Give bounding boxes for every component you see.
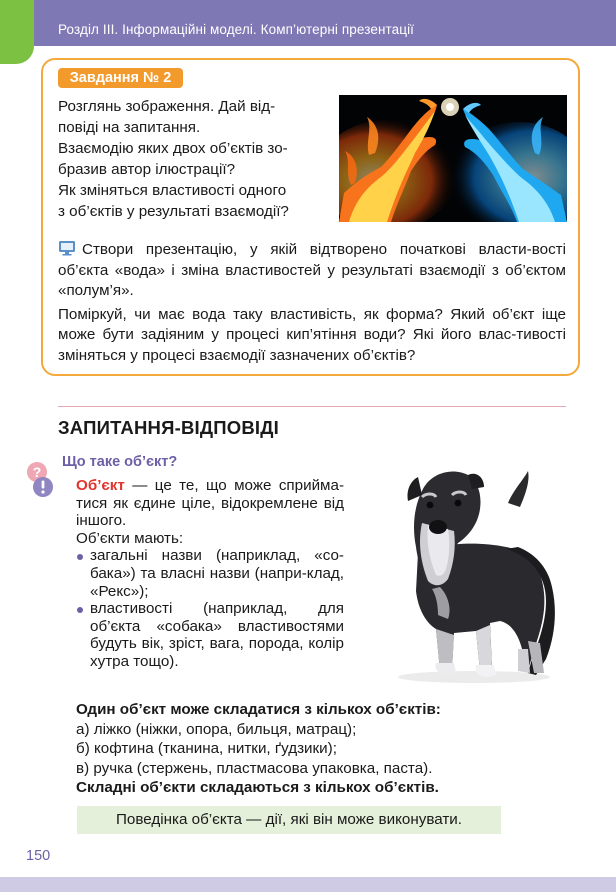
definition-text: — це те, що може сприйма-тися як єдине ціле, відокремлене від іншого. — [76, 477, 344, 530]
task-line: Взаємодію яких двох об’єктів зо- — [58, 140, 288, 157]
task-line: повіді на запитання. — [58, 119, 201, 136]
chapter-title: Розділ ІІІ. Інформаційні моделі. Комп’ютерні презентації — [58, 22, 415, 37]
section-divider — [58, 406, 566, 407]
behavior-note: Поведінка об’єкта — дії, які він може виконувати. — [77, 806, 501, 834]
objects-have-label: Об’єкти мають: — [76, 529, 184, 547]
object-definition — [76, 477, 344, 671]
computer-monitor-icon — [58, 240, 76, 256]
definition-paragraph — [76, 477, 344, 530]
list-item: загальні назви (наприклад, «со-бака») та власні назви (напри-клад, «Рекс»); — [76, 547, 344, 600]
list-item: в) ручка (стержень, пластмасова упаковка, паста). — [76, 759, 433, 777]
presentation-text: Створи презентацію, у якій відтворено початкові власти-вості об’єкта «вода» і зміна властивостей у результаті взаємодії з об’єктом «полум’я». — [58, 241, 566, 299]
presentation-task — [58, 240, 566, 366]
chapter-tab — [0, 0, 34, 64]
composite-heading: Один об’єкт може складатися з кількох об’єктів: — [76, 701, 441, 718]
footer-band — [0, 877, 616, 892]
reflection-text: Поміркуй, чи має вода таку властивість, як форма? Який об’єкт іще може бути задіяним у процесі кип’ятіння води? Які його влас-тивості зміняться у процесі взаємодії зазначених об’єктів? — [58, 305, 566, 364]
task-line: з об’єктів у результаті взаємодії? — [58, 203, 289, 220]
task-line: Як зміняться властивості одного — [58, 182, 287, 199]
list-item: а) ліжко (ніжки, опора, бильця, матрац); — [76, 720, 357, 738]
header-band — [0, 0, 616, 46]
term-object: Об’єкт — [76, 477, 125, 494]
task-line: бразив автор ілюстрації? — [58, 161, 236, 178]
page-number: 150 — [26, 848, 51, 864]
schnauzer-dog-image — [378, 463, 563, 685]
fire-and-ice-hands-image — [339, 95, 567, 222]
object-features-list — [76, 547, 344, 670]
list-item: б) кофтина (тканина, нитки, ґудзики); — [76, 740, 337, 758]
list-item: властивості (наприклад, для об’єкта «собака» властивостями будуть вік, зріст, вага, порода, колір хутра тощо). — [76, 600, 344, 670]
task-line: Розглянь зображення. Дай від- — [58, 98, 276, 115]
composite-conclusion: Складні об’єкти складаються з кількох об’єктів. — [76, 779, 439, 797]
composite-objects — [76, 700, 576, 798]
svg-text:?: ? — [32, 464, 42, 480]
presentation-paragraph — [58, 240, 566, 302]
task-instructions — [58, 96, 320, 222]
question-exclamation-icon — [27, 461, 53, 499]
question-heading: Що таке об’єкт? — [62, 454, 178, 470]
task-label: Завдання № 2 — [58, 68, 183, 88]
section-title: ЗАПИТАННЯ-ВІДПОВІДІ — [58, 417, 279, 438]
